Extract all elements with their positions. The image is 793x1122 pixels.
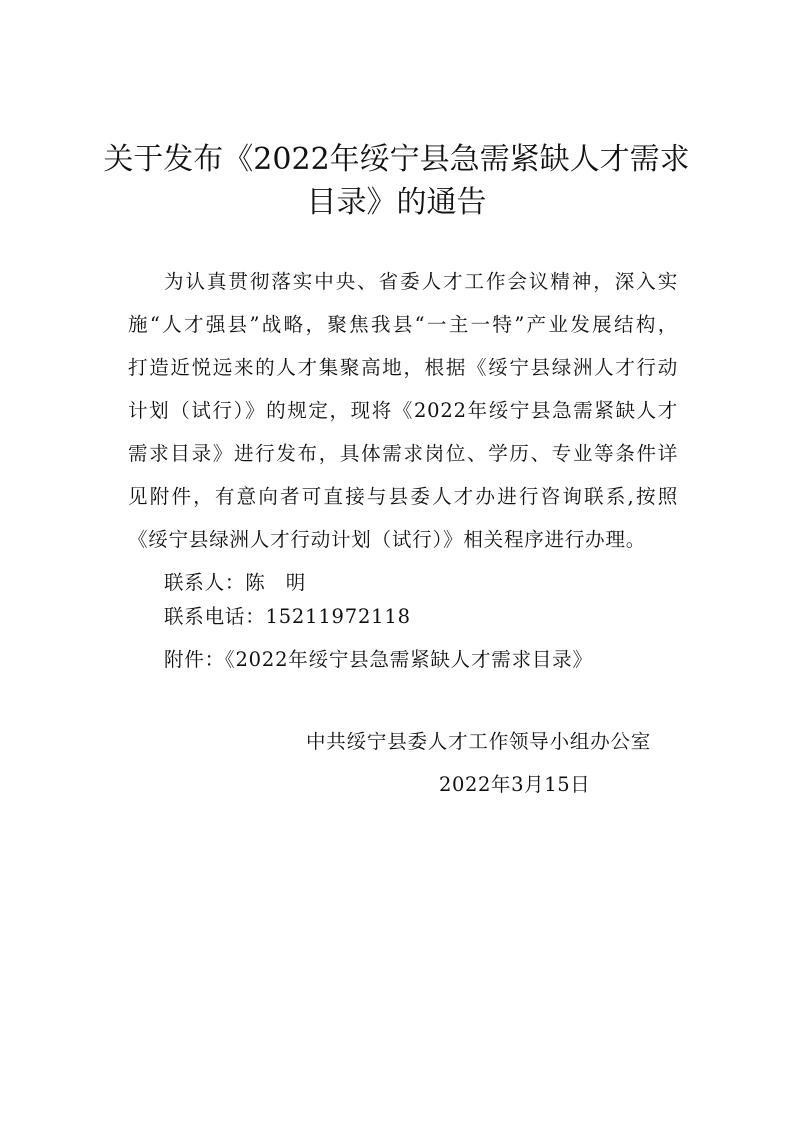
signing-date: 2022年3月15日 [439,773,591,796]
notice-title-line-1: 关于发布《2022年绥宁县急需紧缺人才需求 [103,142,690,177]
signing-organization: 中共绥宁县委人才工作领导小组办公室 [306,730,652,753]
body-paragraph-line: 为认真贯彻落实中央、省委人才工作会议精神，深入实 [164,270,678,293]
body-paragraph-line: 施“人才强县”战略，聚焦我县“一主一特”产业发展结构， [128,313,678,336]
body-paragraph-line: 见附件，有意向者可直接与县委人才办进行咨询联系,按照 [128,485,678,508]
body-paragraph-line: 《绥宁县绿洲人才行动计划（试行）》相关程序进行办理。 [128,528,647,551]
attachment-note: 附件：《2022年绥宁县急需紧缺人才需求目录》 [164,648,593,671]
body-paragraph-line: 打造近悦远来的人才集聚高地，根据《绥宁县绿洲人才行动 [128,356,678,379]
contact-phone: 联系电话：15211972118 [164,605,411,628]
contact-person: 联系人：陈 明 [164,571,307,594]
body-paragraph-line: 需求目录》进行发布，具体需求岗位、学历、专业等条件详 [128,442,678,465]
body-paragraph-line: 计划（试行）》的规定，现将《2022年绥宁县急需紧缺人才 [128,399,678,422]
notice-title-line-2: 目录》的通告 [306,185,487,220]
